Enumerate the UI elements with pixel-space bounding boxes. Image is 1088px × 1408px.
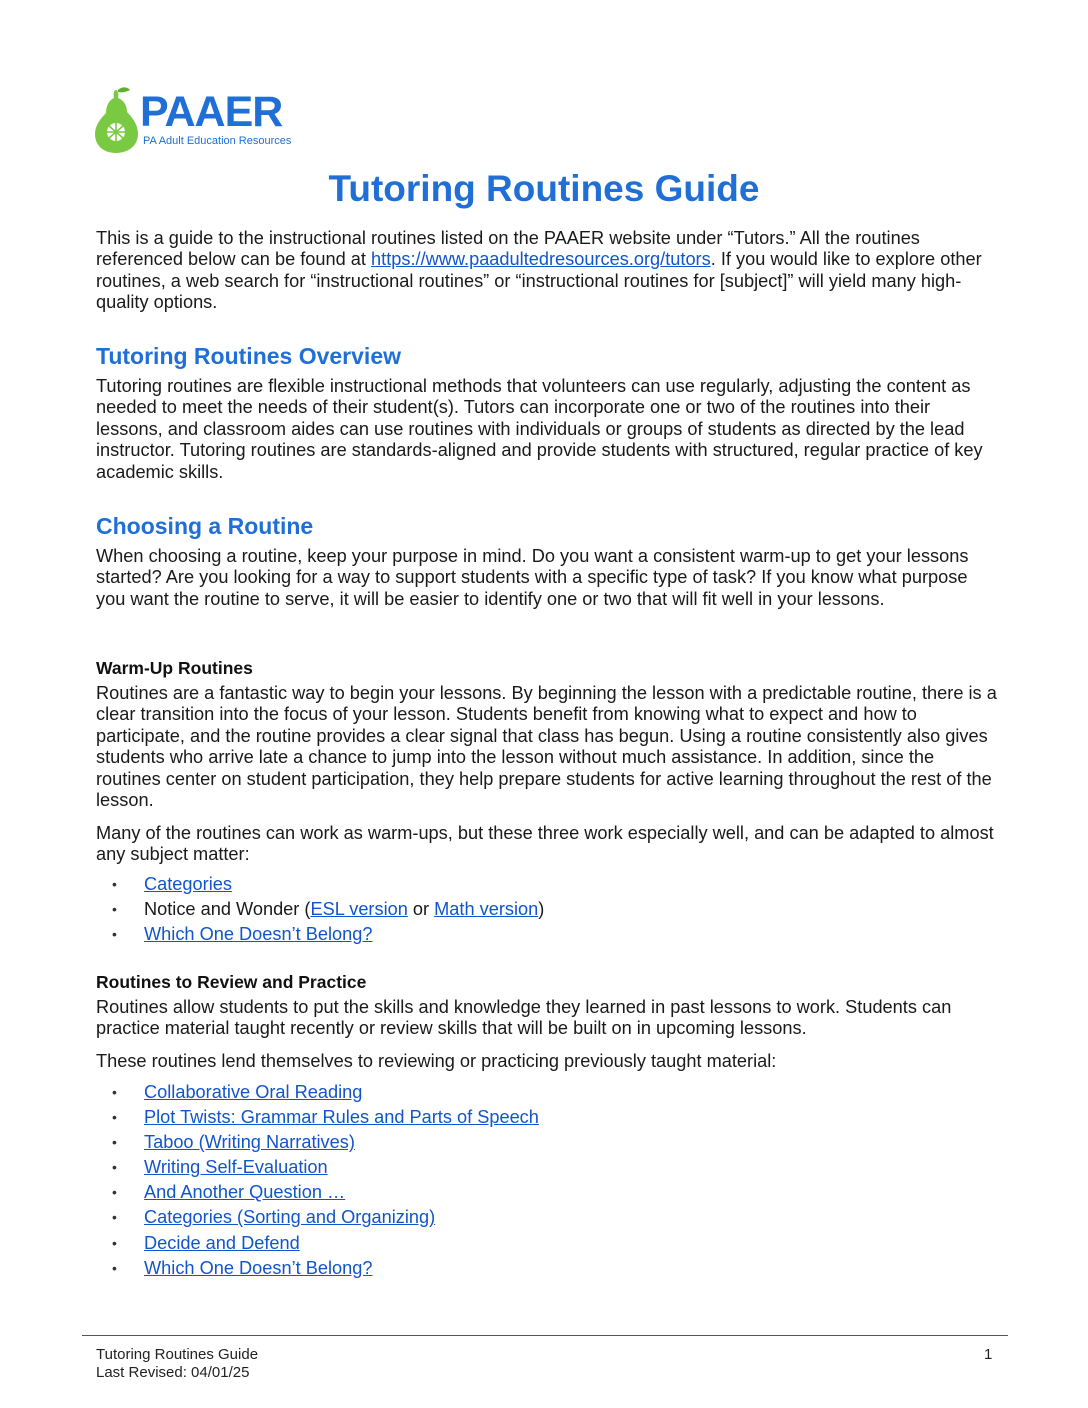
footer-divider	[82, 1335, 1008, 1336]
footer-doc-title: Tutoring Routines Guide	[96, 1346, 259, 1363]
bullet: •	[112, 1209, 117, 1226]
warmup-heading: Warm-Up Routines	[96, 658, 253, 678]
review-heading: Routines to Review and Practice	[96, 972, 367, 992]
bullet: •	[112, 1184, 117, 1201]
categories-link[interactable]: Categories	[144, 874, 232, 894]
overview-heading: Tutoring Routines Overview	[96, 343, 401, 369]
list-item	[96, 1256, 539, 1281]
intro-text-start: This is a guide to the instructional routines listed on the PAAER website under “Tutors.” All the routines referenced below can be found at	[96, 228, 920, 270]
list-item	[96, 1231, 539, 1256]
list-item	[96, 922, 544, 947]
bullet: •	[112, 1084, 117, 1100]
intro-text-end: . If you would like to explore other routines, a web search for “instructional routines” or “instructional routines for [subject]” will yield many high-quality options.	[96, 249, 982, 313]
routine-link[interactable]: Decide and Defend	[144, 1232, 300, 1253]
list-item	[96, 872, 544, 897]
logo-wordmark: PAAER	[140, 88, 283, 136]
list-item	[96, 1180, 539, 1205]
review-paragraph: Routines allow students to put the skills and knowledge they learned in past lessons to work. Students can practice material taught recently or review skills that will be built on in upcoming lessons.	[96, 997, 952, 1039]
warmup-list	[96, 872, 544, 947]
bullet: •	[112, 1134, 117, 1151]
page-title: Tutoring Routines Guide	[328, 168, 760, 209]
bullet: •	[112, 901, 117, 918]
review-lead: These routines lend themselves to reviewing or practicing previously taught material:	[96, 1051, 777, 1071]
list-item	[96, 1205, 539, 1230]
routine-link[interactable]: Taboo (Writing Narratives)	[144, 1132, 355, 1153]
logo-tagline: PA Adult Education Resources	[143, 135, 292, 147]
footer-revised-date: Last Revised: 04/01/25	[96, 1364, 250, 1381]
choosing-heading: Choosing a Routine	[96, 513, 314, 539]
routine-link[interactable]: And Another Question …	[144, 1182, 346, 1203]
warmup-paragraph: Routines are a fantastic way to begin your lessons. By beginning the lesson with a predictable routine, there is a clear transition into the focus of your lesson. Students benefit from knowing what to expect and how to participate, and the routine provides a clear signal that class has begun. Using a routine consistently also gives students who arrive late a chance to jump into the lesson without much assistance. In addition, since the routines center on student participation, they help prepare students for active learning throughout the rest of the lesson.	[96, 683, 997, 811]
intro-paragraph	[96, 228, 1001, 314]
routine-link[interactable]: Writing Self-Evaluation	[144, 1157, 328, 1178]
routine-link[interactable]: Categories (Sorting and Organizing)	[144, 1207, 436, 1228]
paaer-logo	[94, 86, 324, 156]
warmup-lead: Many of the routines can work as warm-ups, but these three work especially well, and can be adapted to almost any subject matter:	[96, 823, 994, 865]
list-item	[96, 1080, 539, 1105]
choosing-paragraph: When choosing a routine, keep your purpose in mind. Do you want a consistent warm-up to get your lessons started? Are you looking for a way to support students with a specific type of task? If you know what purpose you want the routine to serve, it will be easier to identify one or two that will fit well in your lessons.	[96, 546, 969, 609]
notice-wonder-text: Notice and Wonder (	[144, 899, 311, 920]
list-item	[96, 897, 544, 922]
list-item	[96, 1105, 539, 1130]
tutors-link[interactable]: https://www.paadultedresources.org/tutors	[371, 249, 711, 270]
pear-icon	[94, 86, 140, 154]
bullet: •	[112, 1109, 117, 1126]
list-item	[96, 1130, 539, 1155]
bullet: •	[112, 1234, 117, 1251]
which-one-link[interactable]: Which One Doesn’t Belong?	[144, 924, 373, 945]
or-text: or	[407, 899, 435, 920]
review-list	[96, 1080, 539, 1281]
bullet: •	[112, 1259, 117, 1276]
esl-version-link[interactable]: ESL version	[310, 899, 408, 920]
math-version-link[interactable]: Math version	[434, 899, 539, 920]
routine-link[interactable]: Which One Doesn’t Belong?	[144, 1257, 373, 1278]
footer-info	[96, 1346, 258, 1382]
bullet: •	[112, 1159, 117, 1176]
list-item	[96, 1155, 539, 1180]
page-number: 1	[984, 1346, 993, 1363]
routine-link[interactable]: Collaborative Oral Reading	[144, 1082, 363, 1102]
bullet: •	[112, 876, 117, 892]
bullet: •	[112, 926, 117, 943]
close-paren: )	[538, 899, 545, 920]
routine-link[interactable]: Plot Twists: Grammar Rules and Parts of Speech	[144, 1107, 539, 1128]
overview-paragraph: Tutoring routines are flexible instructional methods that volunteers can use regularly, adjusting the content as needed to meet the needs of their student(s). Tutors can incorporate one or two of the routines into their lessons, and classroom aides can use routines with individuals or groups of students as directed by the lead instructor. Tutoring routines are standards-aligned and provide students with structured, regular practice of key academic skills.	[96, 376, 983, 482]
